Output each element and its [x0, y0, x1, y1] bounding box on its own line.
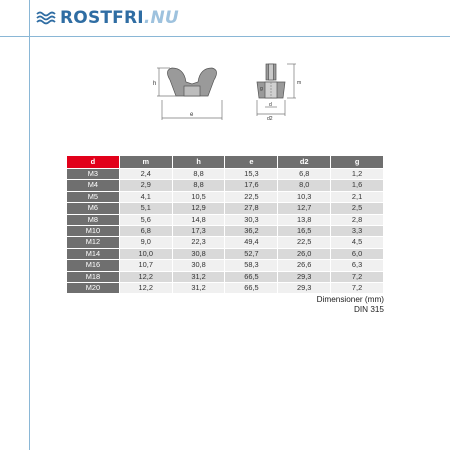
- wing-nut-front-view: [257, 64, 296, 116]
- column-header: e: [225, 156, 278, 169]
- table-row: [67, 226, 384, 237]
- table-row: [67, 260, 384, 271]
- label-d2: d2: [267, 116, 273, 122]
- dimension-cell: 13,8: [278, 214, 331, 225]
- dimension-cell: 22,3: [172, 237, 225, 248]
- table-row: [67, 283, 384, 294]
- dimension-cell: 6,0: [331, 248, 384, 259]
- dimension-cell: 30,8: [172, 248, 225, 259]
- brand-name: ROSTFRI.NU: [60, 8, 179, 28]
- dimension-cell: 12,2: [119, 283, 172, 294]
- dimension-cell: 1,6: [331, 180, 384, 191]
- dimension-cell: 36,2: [225, 226, 278, 237]
- dimension-cell: 15,3: [225, 169, 278, 180]
- thread-size-cell: M14: [67, 248, 120, 259]
- dimension-cell: 31,2: [172, 283, 225, 294]
- header-divider: [0, 36, 450, 37]
- thread-size-cell: M5: [67, 191, 120, 202]
- label-m: m: [297, 80, 302, 86]
- dimension-cell: 12,7: [278, 203, 331, 214]
- dimension-cell: 2,4: [119, 169, 172, 180]
- brand-logo: [36, 5, 179, 31]
- dimension-cell: 26,0: [278, 248, 331, 259]
- dimension-cell: 8,8: [172, 180, 225, 191]
- dimension-cell: 6,3: [331, 260, 384, 271]
- dimension-cell: 2,5: [331, 203, 384, 214]
- dimension-cell: 27,8: [225, 203, 278, 214]
- waves-icon: [36, 10, 56, 26]
- dimension-cell: 22,5: [278, 237, 331, 248]
- dimension-cell: 7,2: [331, 283, 384, 294]
- thread-size-cell: M18: [67, 271, 120, 282]
- dimension-cell: 52,7: [225, 248, 278, 259]
- dimension-cell: 31,2: [172, 271, 225, 282]
- column-header: d2: [278, 156, 331, 169]
- margin-rule: [29, 0, 30, 450]
- table-row: [67, 203, 384, 214]
- table-row: [67, 237, 384, 248]
- thread-size-cell: M12: [67, 237, 120, 248]
- thread-size-cell: M8: [67, 214, 120, 225]
- dimension-cell: 66,5: [225, 271, 278, 282]
- dimension-cell: 8,0: [278, 180, 331, 191]
- dimension-cell: 9,0: [119, 237, 172, 248]
- thread-size-cell: M16: [67, 260, 120, 271]
- column-header: d: [67, 156, 120, 169]
- dimension-cell: 7,2: [331, 271, 384, 282]
- dimension-cell: 1,2: [331, 169, 384, 180]
- dimension-table: [66, 155, 384, 294]
- thread-size-cell: M3: [67, 169, 120, 180]
- dimension-cell: 4,1: [119, 191, 172, 202]
- dimension-cell: 5,1: [119, 203, 172, 214]
- units-note: Dimensioner (mm): [316, 295, 384, 304]
- dimension-cell: 14,8: [172, 214, 225, 225]
- dimension-cell: 58,3: [225, 260, 278, 271]
- standard-note: DIN 315: [353, 305, 384, 314]
- column-header: h: [172, 156, 225, 169]
- table-row: [67, 248, 384, 259]
- label-e: e: [190, 112, 194, 118]
- dimension-cell: 6,8: [278, 169, 331, 180]
- thread-size-cell: M20: [67, 283, 120, 294]
- dimension-cell: 2,1: [331, 191, 384, 202]
- dimension-cell: 17,6: [225, 180, 278, 191]
- table-row: [67, 271, 384, 282]
- column-header: m: [119, 156, 172, 169]
- dimension-cell: 6,8: [119, 226, 172, 237]
- dimension-cell: 49,4: [225, 237, 278, 248]
- label-g: g: [260, 86, 263, 92]
- label-h: h: [153, 81, 157, 87]
- dimension-cell: 29,3: [278, 271, 331, 282]
- dimension-cell: 10,5: [172, 191, 225, 202]
- dimension-cell: 26,6: [278, 260, 331, 271]
- table-header-row: [67, 156, 384, 169]
- thread-size-cell: M4: [67, 180, 120, 191]
- dimension-cell: 8,8: [172, 169, 225, 180]
- dimension-cell: 17,3: [172, 226, 225, 237]
- dimension-cell: 10,3: [278, 191, 331, 202]
- dimension-cell: 10,7: [119, 260, 172, 271]
- dimension-cell: 3,3: [331, 226, 384, 237]
- wing-nut-drawing: [140, 62, 310, 124]
- dimension-cell: 2,8: [331, 214, 384, 225]
- column-header: g: [331, 156, 384, 169]
- thread-size-cell: M6: [67, 203, 120, 214]
- dimension-cell: 16,5: [278, 226, 331, 237]
- table-row: [67, 214, 384, 225]
- dimension-cell: 5,6: [119, 214, 172, 225]
- dimension-cell: 10,0: [119, 248, 172, 259]
- dimension-cell: 30,8: [172, 260, 225, 271]
- table-row: [67, 191, 384, 202]
- thread-size-cell: M10: [67, 226, 120, 237]
- dimension-cell: 29,3: [278, 283, 331, 294]
- dimension-cell: 12,9: [172, 203, 225, 214]
- dimension-cell: 12,2: [119, 271, 172, 282]
- dimension-cell: 22,5: [225, 191, 278, 202]
- dimension-cell: 30,3: [225, 214, 278, 225]
- dimension-cell: 66,5: [225, 283, 278, 294]
- table-row: [67, 180, 384, 191]
- label-d: d: [269, 102, 272, 108]
- table-row: [67, 169, 384, 180]
- dimension-cell: 4,5: [331, 237, 384, 248]
- dimension-cell: 2,9: [119, 180, 172, 191]
